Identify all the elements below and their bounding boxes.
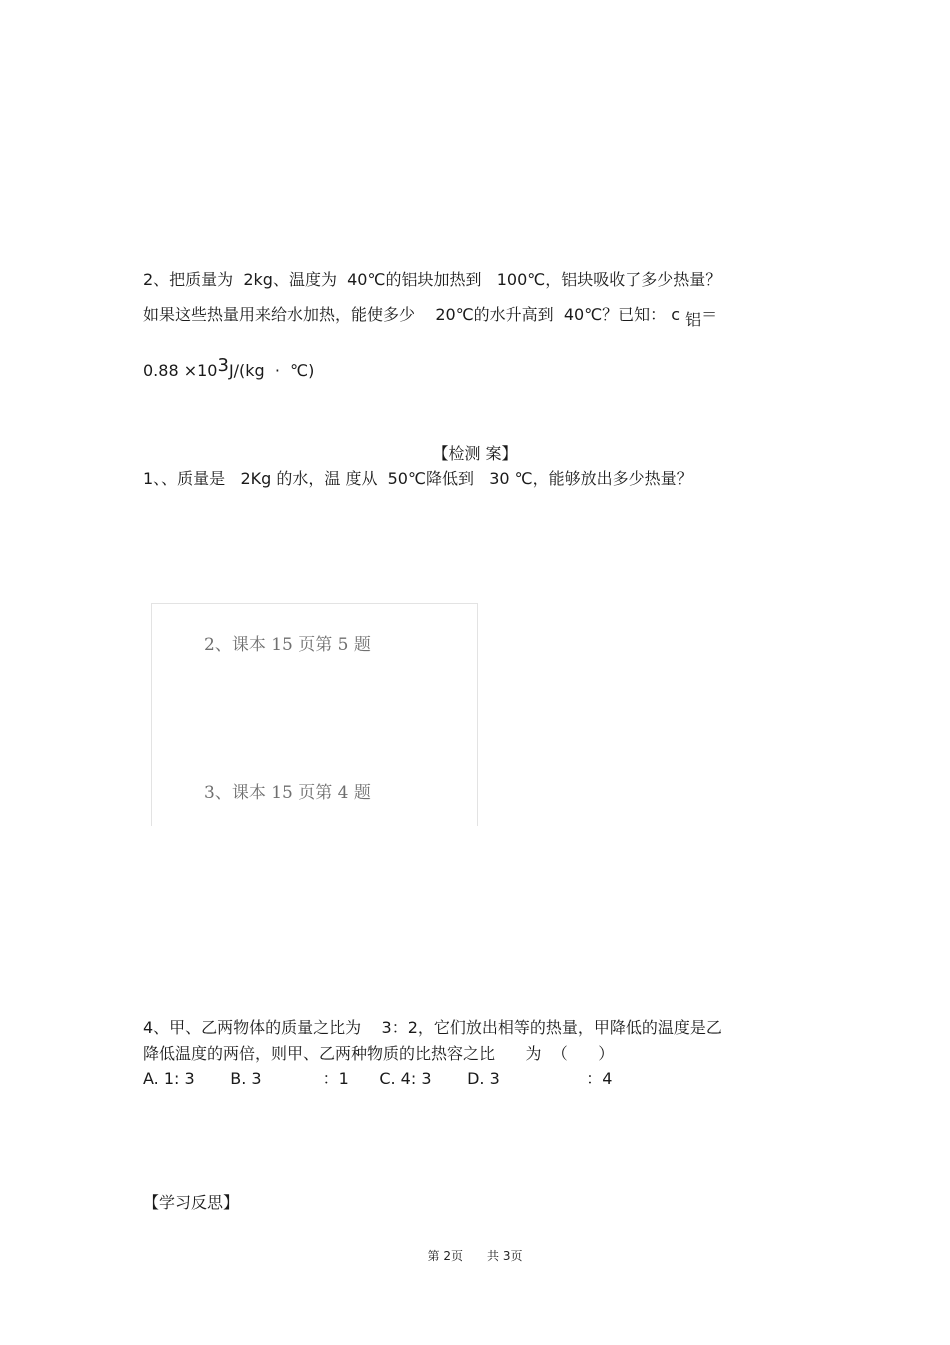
problem-2-line-1: 2、把质量为 2kg、温度为 40℃的铝块加热到 100℃，铝块吸收了多少热量？ xyxy=(143,270,722,289)
specific-heat-value: 0.88 ×10 xyxy=(143,361,218,380)
image-line-exercise-4: 3、课本 15 页第 4 题 xyxy=(204,783,371,803)
specific-heat-unit: J/(kg · ℃) xyxy=(228,361,315,380)
total-pages: 共 3页 xyxy=(487,1249,523,1263)
section-title-check: 【检测 案】 xyxy=(432,444,518,463)
problem-2-line-2 xyxy=(143,304,718,329)
aluminum-subscript: 铝 xyxy=(685,310,702,329)
problem-4-options: A. 1: 3 B. 3 ：1 C. 4: 3 D. 3 ：4 xyxy=(143,1069,613,1088)
problem-4-line-1: 4、甲、乙两物体的质量之比为 3：2，它们放出相等的热量，甲降低的温度是乙 xyxy=(143,1018,722,1037)
exponent: 3 xyxy=(217,355,229,376)
textbook-exercise-image xyxy=(151,603,478,826)
check-question-1: 1、、质量是 2Kg 的水，温 度从 50℃降低到 30 ℃，能够放出多少热量？ xyxy=(143,469,693,488)
page-number: 第 2页 xyxy=(427,1249,463,1263)
problem-2-line-2-text: 如果这些热量用来给水加热，能使多少 20℃的水升高到 40℃？已知： c xyxy=(143,305,686,324)
equals-sign: ＝ xyxy=(701,305,718,324)
reflection-title: 【学习反思】 xyxy=(143,1193,240,1212)
problem-2-line-3 xyxy=(143,355,315,382)
problem-4-line-2: 降低温度的两倍，则甲、乙两种物质的比热容之比 为 （ ） xyxy=(143,1044,615,1063)
image-line-exercise-5: 2、课本 15 页第 5 题 xyxy=(204,635,371,655)
page-footer xyxy=(0,1247,950,1264)
